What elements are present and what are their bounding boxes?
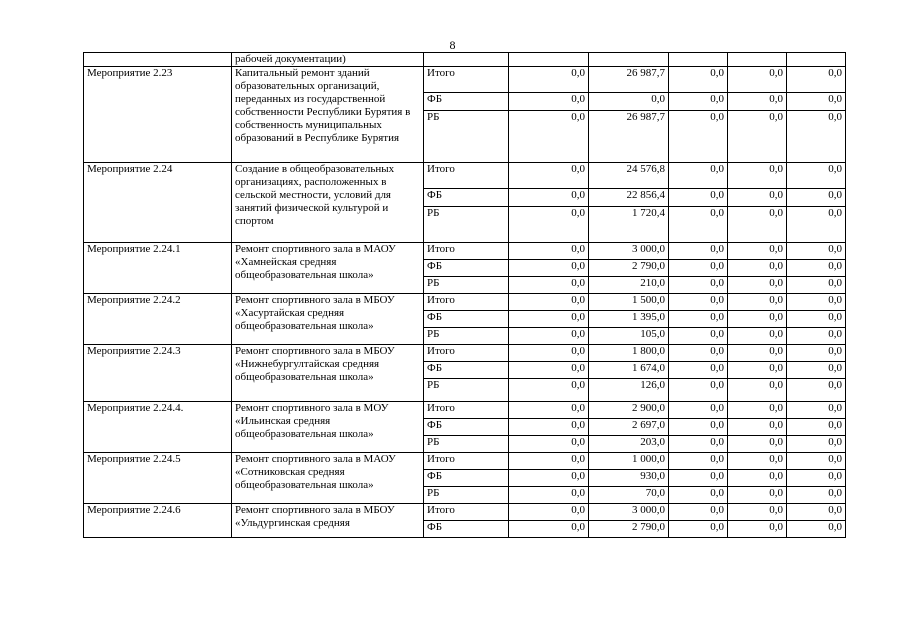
table-row <box>84 67 846 93</box>
activity-description: Ремонт спортивного зала в МБОУ «Ульдургинская средняя <box>232 504 424 538</box>
funding-source: РБ <box>424 277 509 294</box>
amount-cell: 2 790,0 <box>589 260 669 277</box>
amount-cell: 0,0 <box>669 521 728 538</box>
amount-cell: 0,0 <box>787 328 846 345</box>
empty-cell <box>787 53 846 67</box>
funding-source: Итого <box>424 504 509 521</box>
amount-cell: 26 987,7 <box>589 111 669 163</box>
amount-cell: 0,0 <box>787 311 846 328</box>
amount-cell: 203,0 <box>589 436 669 453</box>
amount-cell: 0,0 <box>669 453 728 470</box>
funding-source: РБ <box>424 328 509 345</box>
empty-cell <box>84 53 232 67</box>
amount-cell: 2 697,0 <box>589 419 669 436</box>
amount-cell: 0,0 <box>728 67 787 93</box>
table-row <box>84 163 846 189</box>
funding-source: ФБ <box>424 470 509 487</box>
amount-cell: 0,0 <box>787 111 846 163</box>
funding-source: Итого <box>424 67 509 93</box>
amount-cell: 1 800,0 <box>589 345 669 362</box>
amount-cell: 0,0 <box>728 260 787 277</box>
amount-cell: 0,0 <box>509 379 589 402</box>
amount-cell: 3 000,0 <box>589 243 669 260</box>
amount-cell: 0,0 <box>669 362 728 379</box>
activity-label: Мероприятие 2.24 <box>84 163 232 243</box>
table-row <box>84 243 846 260</box>
amount-cell: 0,0 <box>669 111 728 163</box>
continuation-description: рабочей документации) <box>232 53 424 67</box>
amount-cell: 0,0 <box>728 243 787 260</box>
amount-cell: 0,0 <box>728 470 787 487</box>
amount-cell: 0,0 <box>509 111 589 163</box>
amount-cell: 0,0 <box>787 243 846 260</box>
amount-cell: 2 790,0 <box>589 521 669 538</box>
amount-cell: 0,0 <box>509 345 589 362</box>
amount-cell: 0,0 <box>728 521 787 538</box>
amount-cell: 0,0 <box>509 243 589 260</box>
amount-cell: 0,0 <box>669 504 728 521</box>
funding-source: Итого <box>424 402 509 419</box>
funding-source: Итого <box>424 294 509 311</box>
empty-cell <box>424 53 509 67</box>
amount-cell: 0,0 <box>787 362 846 379</box>
amount-cell: 0,0 <box>728 328 787 345</box>
budget-table <box>83 52 846 538</box>
table-row <box>84 402 846 419</box>
amount-cell: 0,0 <box>728 189 787 207</box>
funding-source: ФБ <box>424 189 509 207</box>
amount-cell: 126,0 <box>589 379 669 402</box>
amount-cell: 0,0 <box>509 402 589 419</box>
activity-label: Мероприятие 2.24.2 <box>84 294 232 345</box>
amount-cell: 26 987,7 <box>589 67 669 93</box>
amount-cell: 0,0 <box>509 470 589 487</box>
amount-cell: 0,0 <box>728 93 787 111</box>
funding-source: РБ <box>424 379 509 402</box>
amount-cell: 0,0 <box>509 311 589 328</box>
funding-source: Итого <box>424 243 509 260</box>
amount-cell: 0,0 <box>728 345 787 362</box>
amount-cell: 0,0 <box>669 189 728 207</box>
amount-cell: 0,0 <box>728 362 787 379</box>
page-number: 8 <box>449 38 456 52</box>
amount-cell: 0,0 <box>509 419 589 436</box>
amount-cell: 0,0 <box>509 487 589 504</box>
funding-source: ФБ <box>424 521 509 538</box>
amount-cell: 0,0 <box>728 207 787 243</box>
amount-cell: 1 720,4 <box>589 207 669 243</box>
amount-cell: 1 500,0 <box>589 294 669 311</box>
amount-cell: 0,0 <box>509 453 589 470</box>
funding-source: ФБ <box>424 93 509 111</box>
amount-cell: 930,0 <box>589 470 669 487</box>
amount-cell: 0,0 <box>787 260 846 277</box>
amount-cell: 0,0 <box>787 504 846 521</box>
activity-description: Ремонт спортивного зала в МОУ «Ильинская средняя общеобразовательная школа» <box>232 402 424 453</box>
amount-cell: 0,0 <box>509 504 589 521</box>
funding-source: ФБ <box>424 260 509 277</box>
activity-description: Капитальный ремонт зданий образовательных организаций, переданных из государственной собственности Республики Бурятия в собственность муниципальных образований в Республике Бурятия <box>232 67 424 163</box>
table-row <box>84 453 846 470</box>
table-row <box>84 504 846 521</box>
amount-cell: 0,0 <box>787 294 846 311</box>
activity-label: Мероприятие 2.24.3 <box>84 345 232 402</box>
amount-cell: 0,0 <box>787 487 846 504</box>
amount-cell: 0,0 <box>669 419 728 436</box>
amount-cell: 0,0 <box>509 521 589 538</box>
table-body <box>84 53 846 538</box>
amount-cell: 22 856,4 <box>589 189 669 207</box>
funding-source: РБ <box>424 111 509 163</box>
amount-cell: 0,0 <box>509 189 589 207</box>
amount-cell: 0,0 <box>669 487 728 504</box>
funding-source: РБ <box>424 436 509 453</box>
amount-cell: 0,0 <box>589 93 669 111</box>
amount-cell: 0,0 <box>509 294 589 311</box>
amount-cell: 0,0 <box>728 402 787 419</box>
amount-cell: 1 395,0 <box>589 311 669 328</box>
funding-source: ФБ <box>424 362 509 379</box>
amount-cell: 70,0 <box>589 487 669 504</box>
amount-cell: 0,0 <box>669 260 728 277</box>
empty-cell <box>728 53 787 67</box>
amount-cell: 0,0 <box>728 311 787 328</box>
activity-description: Создание в общеобразовательных организациях, расположенных в сельской местности, условий для занятий физической культурой и спортом <box>232 163 424 243</box>
amount-cell: 0,0 <box>728 436 787 453</box>
amount-cell: 0,0 <box>787 521 846 538</box>
activity-label: Мероприятие 2.24.1 <box>84 243 232 294</box>
amount-cell: 0,0 <box>787 470 846 487</box>
amount-cell: 1 000,0 <box>589 453 669 470</box>
amount-cell: 0,0 <box>509 67 589 93</box>
amount-cell: 0,0 <box>787 277 846 294</box>
amount-cell: 0,0 <box>669 67 728 93</box>
amount-cell: 0,0 <box>669 277 728 294</box>
amount-cell: 0,0 <box>787 379 846 402</box>
amount-cell: 0,0 <box>509 277 589 294</box>
amount-cell: 0,0 <box>787 189 846 207</box>
amount-cell: 0,0 <box>669 402 728 419</box>
amount-cell: 0,0 <box>787 453 846 470</box>
activity-label: Мероприятие 2.24.4. <box>84 402 232 453</box>
activity-label: Мероприятие 2.23 <box>84 67 232 163</box>
amount-cell: 0,0 <box>509 328 589 345</box>
amount-cell: 1 674,0 <box>589 362 669 379</box>
empty-cell <box>509 53 589 67</box>
amount-cell: 0,0 <box>669 379 728 402</box>
activity-description: Ремонт спортивного зала в МБОУ «Нижнебургултайская средняя общеобразовательная школа» <box>232 345 424 402</box>
amount-cell: 0,0 <box>787 163 846 189</box>
amount-cell: 0,0 <box>509 93 589 111</box>
continuation-row <box>84 53 846 67</box>
empty-cell <box>669 53 728 67</box>
amount-cell: 0,0 <box>787 436 846 453</box>
amount-cell: 2 900,0 <box>589 402 669 419</box>
amount-cell: 0,0 <box>787 93 846 111</box>
table-row <box>84 294 846 311</box>
amount-cell: 3 000,0 <box>589 504 669 521</box>
activity-description: Ремонт спортивного зала в МБОУ «Хасуртайская средняя общеобразовательная школа» <box>232 294 424 345</box>
amount-cell: 24 576,8 <box>589 163 669 189</box>
amount-cell: 0,0 <box>728 453 787 470</box>
funding-source: Итого <box>424 453 509 470</box>
funding-source: Итого <box>424 345 509 362</box>
funding-source: ФБ <box>424 419 509 436</box>
amount-cell: 0,0 <box>509 207 589 243</box>
amount-cell: 0,0 <box>728 163 787 189</box>
amount-cell: 0,0 <box>669 243 728 260</box>
activity-description: Ремонт спортивного зала в МАОУ «Хамнейская средняя общеобразовательная школа» <box>232 243 424 294</box>
empty-cell <box>589 53 669 67</box>
amount-cell: 0,0 <box>669 345 728 362</box>
amount-cell: 0,0 <box>787 419 846 436</box>
amount-cell: 0,0 <box>728 419 787 436</box>
funding-source: РБ <box>424 487 509 504</box>
funding-source: РБ <box>424 207 509 243</box>
amount-cell: 0,0 <box>669 294 728 311</box>
activity-label: Мероприятие 2.24.6 <box>84 504 232 538</box>
amount-cell: 0,0 <box>509 260 589 277</box>
activity-description: Ремонт спортивного зала в МАОУ «Сотниковская средняя общеобразовательная школа» <box>232 453 424 504</box>
amount-cell: 0,0 <box>669 328 728 345</box>
amount-cell: 105,0 <box>589 328 669 345</box>
amount-cell: 0,0 <box>728 277 787 294</box>
funding-source: Итого <box>424 163 509 189</box>
amount-cell: 0,0 <box>669 470 728 487</box>
table-row <box>84 345 846 362</box>
funding-source: ФБ <box>424 311 509 328</box>
amount-cell: 0,0 <box>669 436 728 453</box>
amount-cell: 0,0 <box>728 111 787 163</box>
amount-cell: 0,0 <box>509 362 589 379</box>
amount-cell: 0,0 <box>669 311 728 328</box>
amount-cell: 0,0 <box>728 504 787 521</box>
amount-cell: 0,0 <box>728 379 787 402</box>
activity-label: Мероприятие 2.24.5 <box>84 453 232 504</box>
amount-cell: 0,0 <box>787 67 846 93</box>
amount-cell: 0,0 <box>787 345 846 362</box>
amount-cell: 0,0 <box>787 402 846 419</box>
amount-cell: 0,0 <box>509 163 589 189</box>
amount-cell: 0,0 <box>787 207 846 243</box>
amount-cell: 210,0 <box>589 277 669 294</box>
amount-cell: 0,0 <box>728 294 787 311</box>
amount-cell: 0,0 <box>669 207 728 243</box>
amount-cell: 0,0 <box>669 163 728 189</box>
amount-cell: 0,0 <box>509 436 589 453</box>
amount-cell: 0,0 <box>728 487 787 504</box>
amount-cell: 0,0 <box>669 93 728 111</box>
